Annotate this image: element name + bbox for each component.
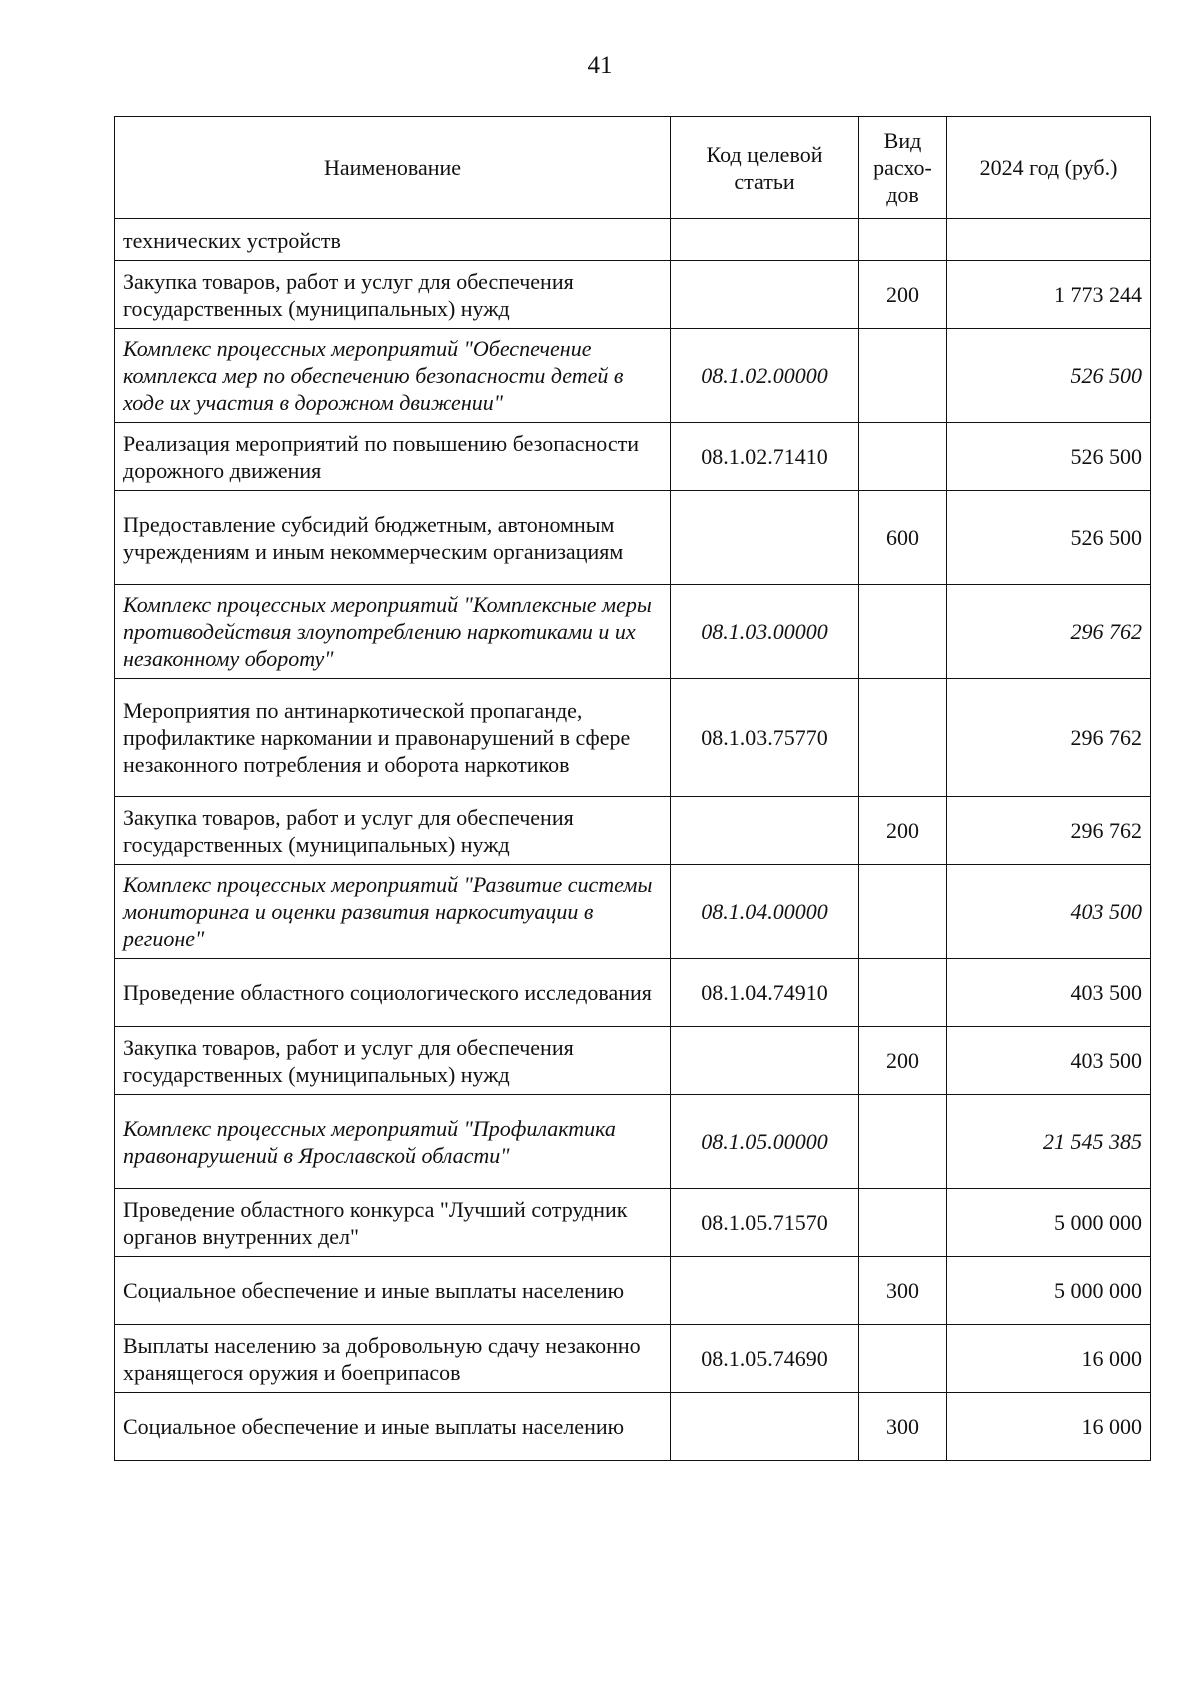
table-row bbox=[115, 491, 1151, 585]
header-name: Наименование bbox=[115, 117, 671, 219]
table-row bbox=[115, 585, 1151, 679]
cell-type: 200 bbox=[859, 797, 947, 865]
cell-name: технических устройств bbox=[115, 219, 671, 261]
table-row bbox=[115, 329, 1151, 423]
cell-code bbox=[671, 1027, 859, 1095]
cell-code bbox=[671, 1393, 859, 1461]
header-type: Вид расхо-дов bbox=[859, 117, 947, 219]
cell-name: Закупка товаров, работ и услуг для обеспечения государственных (муниципальных) нужд bbox=[115, 261, 671, 329]
cell-sum: 296 762 bbox=[947, 585, 1151, 679]
cell-type bbox=[859, 959, 947, 1027]
cell-name: Социальное обеспечение и иные выплаты населению bbox=[115, 1257, 671, 1325]
cell-sum: 403 500 bbox=[947, 1027, 1151, 1095]
cell-name: Предоставление субсидий бюджетным, автономным учреждениям и иным некоммерческим организациям bbox=[115, 491, 671, 585]
cell-name: Проведение областного конкурса "Лучший сотрудник органов внутренних дел" bbox=[115, 1189, 671, 1257]
cell-sum: 296 762 bbox=[947, 679, 1151, 797]
cell-sum: 1 773 244 bbox=[947, 261, 1151, 329]
table-row bbox=[115, 219, 1151, 261]
table-header-row bbox=[115, 117, 1151, 219]
cell-type bbox=[859, 219, 947, 261]
cell-sum: 16 000 bbox=[947, 1325, 1151, 1393]
cell-sum: 526 500 bbox=[947, 423, 1151, 491]
cell-code: 08.1.02.71410 bbox=[671, 423, 859, 491]
cell-code: 08.1.05.74690 bbox=[671, 1325, 859, 1393]
cell-sum: 526 500 bbox=[947, 329, 1151, 423]
cell-type bbox=[859, 585, 947, 679]
cell-sum: 5 000 000 bbox=[947, 1189, 1151, 1257]
table-row bbox=[115, 1189, 1151, 1257]
cell-code bbox=[671, 491, 859, 585]
cell-name: Комплекс процессных мероприятий "Обеспечение комплекса мер по обеспечению безопасности детей в ходе их участия в дорожном движении" bbox=[115, 329, 671, 423]
cell-type: 200 bbox=[859, 1027, 947, 1095]
cell-name: Закупка товаров, работ и услуг для обеспечения государственных (муниципальных) нужд bbox=[115, 1027, 671, 1095]
table-row bbox=[115, 423, 1151, 491]
table-row bbox=[115, 865, 1151, 959]
cell-type bbox=[859, 1325, 947, 1393]
table-row bbox=[115, 1393, 1151, 1461]
cell-sum: 16 000 bbox=[947, 1393, 1151, 1461]
cell-code: 08.1.05.00000 bbox=[671, 1095, 859, 1189]
cell-name: Комплекс процессных мероприятий "Развитие системы мониторинга и оценки развития наркоситуации в регионе" bbox=[115, 865, 671, 959]
cell-type bbox=[859, 329, 947, 423]
cell-sum: 5 000 000 bbox=[947, 1257, 1151, 1325]
cell-code: 08.1.04.00000 bbox=[671, 865, 859, 959]
cell-sum: 296 762 bbox=[947, 797, 1151, 865]
cell-type: 300 bbox=[859, 1393, 947, 1461]
cell-code bbox=[671, 261, 859, 329]
table-row bbox=[115, 1027, 1151, 1095]
cell-type: 200 bbox=[859, 261, 947, 329]
cell-code: 08.1.05.71570 bbox=[671, 1189, 859, 1257]
cell-type bbox=[859, 1095, 947, 1189]
budget-table bbox=[114, 116, 1151, 1461]
table-row bbox=[115, 797, 1151, 865]
cell-code: 08.1.04.74910 bbox=[671, 959, 859, 1027]
cell-sum bbox=[947, 219, 1151, 261]
table-row bbox=[115, 1257, 1151, 1325]
table-row bbox=[115, 959, 1151, 1027]
cell-code bbox=[671, 1257, 859, 1325]
cell-type bbox=[859, 1189, 947, 1257]
cell-name: Комплекс процессных мероприятий "Профилактика правонарушений в Ярославской области" bbox=[115, 1095, 671, 1189]
cell-type bbox=[859, 423, 947, 491]
table-row bbox=[115, 1095, 1151, 1189]
cell-code bbox=[671, 797, 859, 865]
cell-sum: 403 500 bbox=[947, 865, 1151, 959]
cell-name: Реализация мероприятий по повышению безопасности дорожного движения bbox=[115, 423, 671, 491]
cell-type bbox=[859, 679, 947, 797]
page-number: 41 bbox=[587, 52, 613, 79]
table-body bbox=[115, 219, 1151, 1461]
header-sum: 2024 год (руб.) bbox=[947, 117, 1151, 219]
table-row bbox=[115, 261, 1151, 329]
cell-code: 08.1.03.75770 bbox=[671, 679, 859, 797]
cell-type: 300 bbox=[859, 1257, 947, 1325]
cell-name: Комплекс процессных мероприятий "Комплексные меры противодействия злоупотреблению наркотиками и их незаконному обороту" bbox=[115, 585, 671, 679]
cell-type: 600 bbox=[859, 491, 947, 585]
cell-name: Мероприятия по антинаркотической пропаганде, профилактике наркомании и правонарушений в сфере незаконного потребления и оборота наркотиков bbox=[115, 679, 671, 797]
cell-sum: 526 500 bbox=[947, 491, 1151, 585]
cell-sum: 21 545 385 bbox=[947, 1095, 1151, 1189]
cell-code: 08.1.02.00000 bbox=[671, 329, 859, 423]
cell-name: Проведение областного социологического исследования bbox=[115, 959, 671, 1027]
cell-type bbox=[859, 865, 947, 959]
cell-code bbox=[671, 219, 859, 261]
header-code: Код целевой статьи bbox=[671, 117, 859, 219]
cell-name: Закупка товаров, работ и услуг для обеспечения государственных (муниципальных) нужд bbox=[115, 797, 671, 865]
table-row bbox=[115, 1325, 1151, 1393]
table-row bbox=[115, 679, 1151, 797]
cell-name: Выплаты населению за добровольную сдачу незаконно хранящегося оружия и боеприпасов bbox=[115, 1325, 671, 1393]
cell-code: 08.1.03.00000 bbox=[671, 585, 859, 679]
cell-name: Социальное обеспечение и иные выплаты населению bbox=[115, 1393, 671, 1461]
cell-sum: 403 500 bbox=[947, 959, 1151, 1027]
